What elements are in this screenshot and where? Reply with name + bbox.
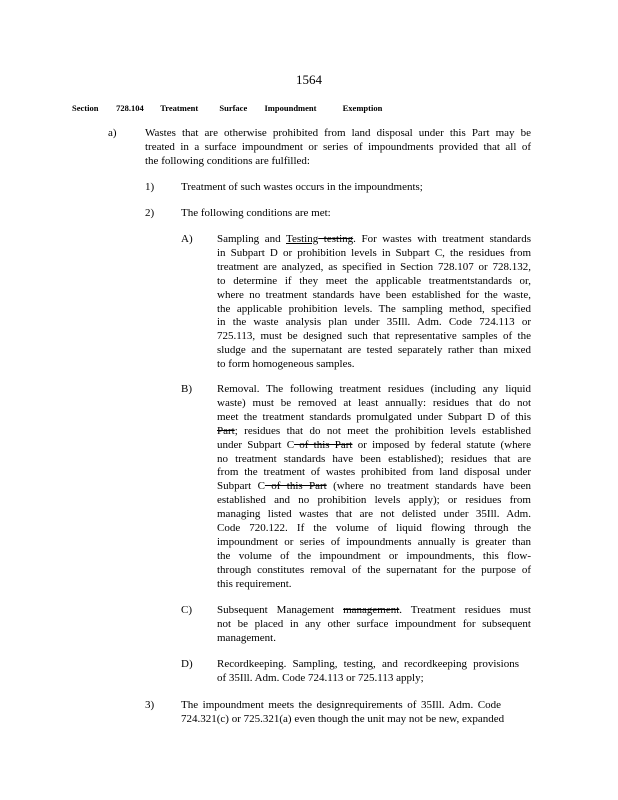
text-line: 725.113, must be designed such that representative samples of the [217, 330, 531, 343]
item-A-text [217, 233, 531, 372]
text-span: . Treatment residues must [399, 604, 531, 616]
page-number: 1564 [296, 72, 322, 87]
item-C-text [217, 604, 531, 646]
text-line: managing listed wastes that are not delisted under 35Ill. Adm. [217, 508, 531, 521]
section-title-word: Surface [219, 103, 248, 113]
deleted-text: management [343, 604, 400, 616]
text-line: Recordkeeping. Sampling, testing, and recordkeeping provisions [217, 658, 519, 670]
text-span: Subsequent Management [217, 604, 344, 616]
text-line [217, 604, 531, 618]
text-line: in the waste analysis plan under 35Ill. Adm. Code 724.113 or [217, 316, 531, 329]
text-line: the applicable prohibition levels. The sampling method, specified [217, 302, 531, 315]
text-line: the following conditions are fulfilled: [145, 154, 310, 167]
text-span: or imposed by federal statute (where [352, 438, 532, 451]
inserted-text: Testing [286, 233, 319, 245]
item-3-text [181, 699, 505, 727]
text-span: ; residues that do not meet the prohibition levels established [234, 424, 531, 437]
deleted-text: testing [318, 233, 354, 245]
text-line: this requirement. [217, 577, 292, 590]
text-line: treated in a surface impoundment or series of impoundments provided that all of [145, 140, 531, 153]
text-line: through constitutes removal of the supernatant for the purpose of [217, 563, 531, 576]
text-line: 724.321(c) or 725.321(a) even though the unit may not be new, expanded [181, 712, 505, 725]
item-B-text [217, 383, 531, 592]
text-line: management. [217, 631, 276, 644]
text-line: Treatment of such wastes occurs in the impoundments; [181, 181, 423, 193]
item-2-label: 2) [145, 207, 155, 219]
item-1-label: 1) [145, 181, 155, 193]
text-span: . For wastes with treatment standards [353, 233, 531, 245]
deleted-text: Part [217, 424, 235, 437]
section-title-word: Treatment [160, 103, 199, 113]
deleted-text: of this Part [264, 480, 327, 493]
section-title-word: Impoundment [264, 103, 317, 113]
item-1-text [181, 181, 531, 195]
subsection-a-text [145, 127, 531, 169]
text-line: The following conditions are met: [181, 207, 331, 219]
section-heading [72, 103, 382, 113]
text-line: The impoundment meets the designrequirements of 35Ill. Adm. Code [181, 699, 501, 711]
text-line: Removal. The following treatment residues (including any liquid [217, 383, 531, 395]
text-line: from the treatment of wastes prohibited from land disposal under [217, 466, 531, 479]
text-line [217, 480, 531, 494]
text-line: to determine if they meet the applicable treatmentstandards or, [217, 274, 531, 287]
text-line: to form homogeneous samples. [217, 358, 355, 371]
text-line: no treatment standards have been established); residues that are [217, 452, 531, 465]
text-line: of 35Ill. Adm. Code 724.113 or 725.113 apply; [217, 671, 424, 684]
text-line: impoundment or series of impoundments annually is greater than [217, 535, 531, 548]
text-line: Wastes that are otherwise prohibited from land disposal under this Part may be [145, 127, 531, 139]
text-line: treatment are analyzed, as specified in Section 728.107 or 728.132, [217, 260, 531, 273]
item-D-text [217, 658, 519, 686]
text-line: established and no prohibition levels apply); or residues from [217, 494, 531, 507]
text-line: meet the treatment standards promulgated under Subpart D of this [217, 410, 531, 423]
text-line [217, 425, 531, 439]
item-2-text [181, 207, 531, 221]
text-span: Subpart C [217, 480, 265, 493]
text-line [217, 233, 531, 247]
text-line: waste) must be removed at least annually: residues that do not [217, 396, 531, 409]
item-D-label: D) [181, 658, 193, 670]
subsection-a-label: a) [108, 127, 117, 139]
section-number: 728.104 [116, 103, 144, 113]
text-line: where no treatment standards have been established for the waste, [217, 288, 531, 301]
deleted-text: of this Part [294, 438, 353, 451]
text-line [217, 439, 531, 453]
item-3-label: 3) [145, 699, 155, 711]
text-span: Sampling and [217, 233, 286, 245]
text-line: not be placed in any other surface impoundment for subsequent [217, 617, 531, 630]
section-title-word: Exemption [342, 103, 383, 113]
item-C-label: C) [181, 604, 192, 616]
text-line: the volume of the impoundment or impoundments, this flow- [217, 549, 531, 562]
item-B-label: B) [181, 383, 192, 395]
section-label: Section [72, 103, 99, 113]
text-line: sludge and the supernatant are tested separately rather than mixed [217, 344, 531, 357]
text-span: under Subpart C [217, 438, 295, 451]
item-A-label: A) [181, 233, 193, 245]
text-line: Code 720.122. If the volume of liquid flowing through the [217, 522, 531, 535]
text-line: in Subpart D or prohibition levels in Subpart C, the residues from [217, 246, 531, 259]
text-span: (where no treatment standards have been [326, 480, 531, 493]
